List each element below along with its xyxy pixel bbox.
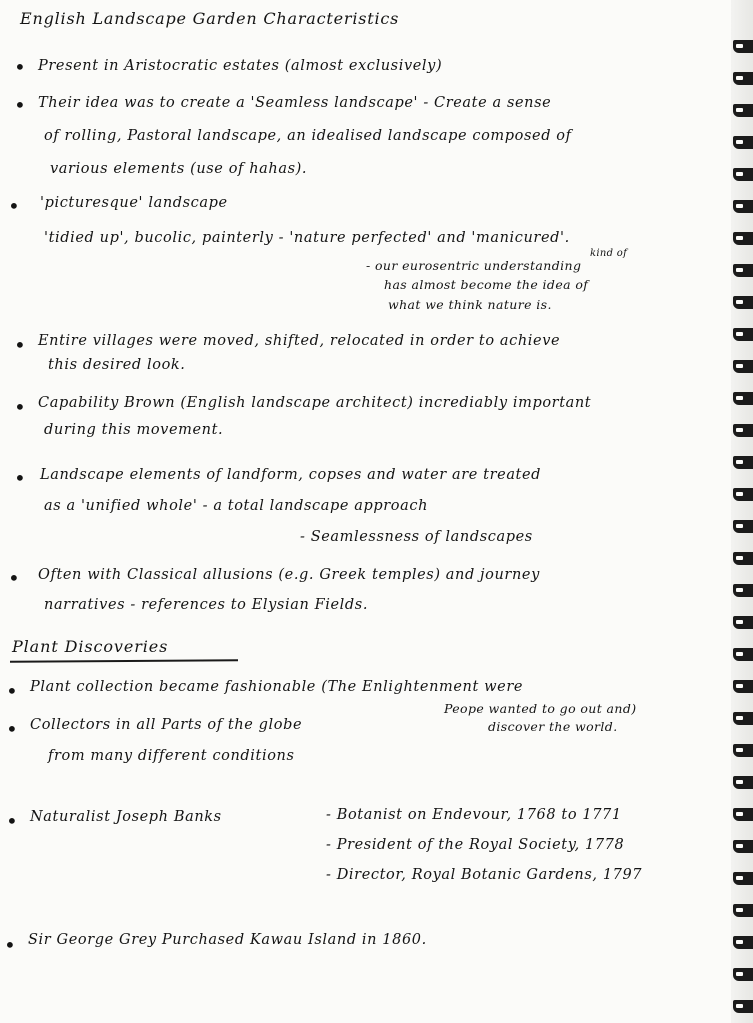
- note-line: this desired look.: [48, 357, 186, 373]
- spiral-coil: [733, 840, 753, 853]
- spiral-coil: [733, 872, 753, 885]
- spiral-coil: [733, 1000, 753, 1013]
- spiral-coil: [733, 296, 753, 309]
- spiral-coil: [733, 392, 753, 405]
- spiral-coil: [733, 360, 753, 373]
- note-line: various elements (use of hahas).: [50, 161, 308, 177]
- spiral-coil: [733, 456, 753, 469]
- note-line: of rolling, Pastoral landscape, an idealised landscape composed of: [44, 128, 572, 144]
- bullet-point: •: [14, 93, 26, 117]
- insert-note: kind of: [590, 248, 628, 259]
- spiral-coil: [733, 168, 753, 181]
- spiral-coil: [733, 520, 753, 533]
- bullet-point: •: [14, 466, 26, 490]
- note-line: Often with Classical allusions (e.g. Greek temples) and journey: [38, 567, 540, 583]
- spiral-coil: [733, 104, 753, 117]
- spiral-coil: [733, 72, 753, 85]
- section-heading: Plant Discoveries: [12, 637, 169, 656]
- spiral-coil: [733, 136, 753, 149]
- note-line: as a 'unified whole' - a total landscape approach: [44, 498, 429, 514]
- spiral-coil: [733, 776, 753, 789]
- bullet-point: •: [8, 566, 20, 590]
- note-line: Plant collection became fashionable (The Enlightenment were: [30, 679, 524, 695]
- bullet-point: •: [6, 717, 18, 741]
- note-line: Entire villages were moved, shifted, relocated in order to achieve: [38, 333, 561, 349]
- bullet-point: •: [14, 55, 26, 79]
- note-line: - Botanist on Endevour, 1768 to 1771: [326, 807, 622, 823]
- bullet-point: •: [6, 809, 18, 833]
- note-line: 'tidied up', bucolic, painterly - 'nature perfected' and 'manicured'.: [44, 230, 570, 246]
- note-line: Peope wanted to go out and): [444, 701, 637, 716]
- note-line: what we think nature is.: [388, 297, 552, 312]
- spiral-coil: [733, 616, 753, 629]
- note-line: from many different conditions: [48, 748, 295, 764]
- heading-underline: [10, 659, 238, 663]
- spiral-coil: [733, 264, 753, 277]
- spiral-coil: [733, 584, 753, 597]
- spiral-coil: [733, 488, 753, 501]
- spiral-coil: [733, 808, 753, 821]
- bullet-point: •: [14, 333, 26, 357]
- spiral-coil: [733, 968, 753, 981]
- spiral-coil: [733, 936, 753, 949]
- note-line: Their idea was to create a 'Seamless landscape' - Create a sense: [38, 95, 552, 111]
- spiral-coil: [733, 904, 753, 917]
- spiral-coil: [733, 744, 753, 757]
- spiral-binding: [731, 0, 753, 1023]
- note-line: 'picturesque' landscape: [40, 195, 228, 211]
- bullet-point: •: [8, 194, 20, 218]
- spiral-coil: [733, 40, 753, 53]
- note-line: during this movement.: [44, 422, 224, 438]
- spiral-coil: [733, 424, 753, 437]
- note-line: Capability Brown (English landscape architect) incrediably important: [38, 395, 592, 411]
- note-line: has almost become the idea of: [384, 277, 589, 292]
- spiral-coil: [733, 200, 753, 213]
- note-line: Landscape elements of landform, copses and water are treated: [40, 467, 542, 483]
- spiral-coil: [733, 680, 753, 693]
- note-line: Naturalist Joseph Banks: [30, 809, 222, 825]
- note-line: Collectors in all Parts of the globe: [30, 717, 303, 733]
- note-line: Present in Aristocratic estates (almost exclusively): [38, 58, 443, 74]
- spiral-coil: [733, 232, 753, 245]
- spiral-coil: [733, 712, 753, 725]
- bullet-point: •: [14, 395, 26, 419]
- note-line: - President of the Royal Society, 1778: [326, 837, 625, 853]
- note-line: - Director, Royal Botanic Gardens, 1797: [326, 867, 643, 883]
- spiral-coil: [733, 328, 753, 341]
- note-line: - Seamlessness of landscapes: [300, 529, 533, 545]
- note-line: - our eurosentric understanding: [366, 258, 582, 273]
- bullet-point: •: [6, 679, 18, 703]
- spiral-coil: [733, 552, 753, 565]
- spiral-coil: [733, 648, 753, 661]
- note-line: Sir George Grey Purchased Kawau Island in 1860.: [28, 932, 427, 948]
- page-title: English Landscape Garden Characteristics: [20, 9, 400, 28]
- note-line: narratives - references to Elysian Fields.: [44, 597, 369, 613]
- bullet-point: •: [4, 933, 16, 957]
- note-line: discover the world.: [488, 719, 618, 734]
